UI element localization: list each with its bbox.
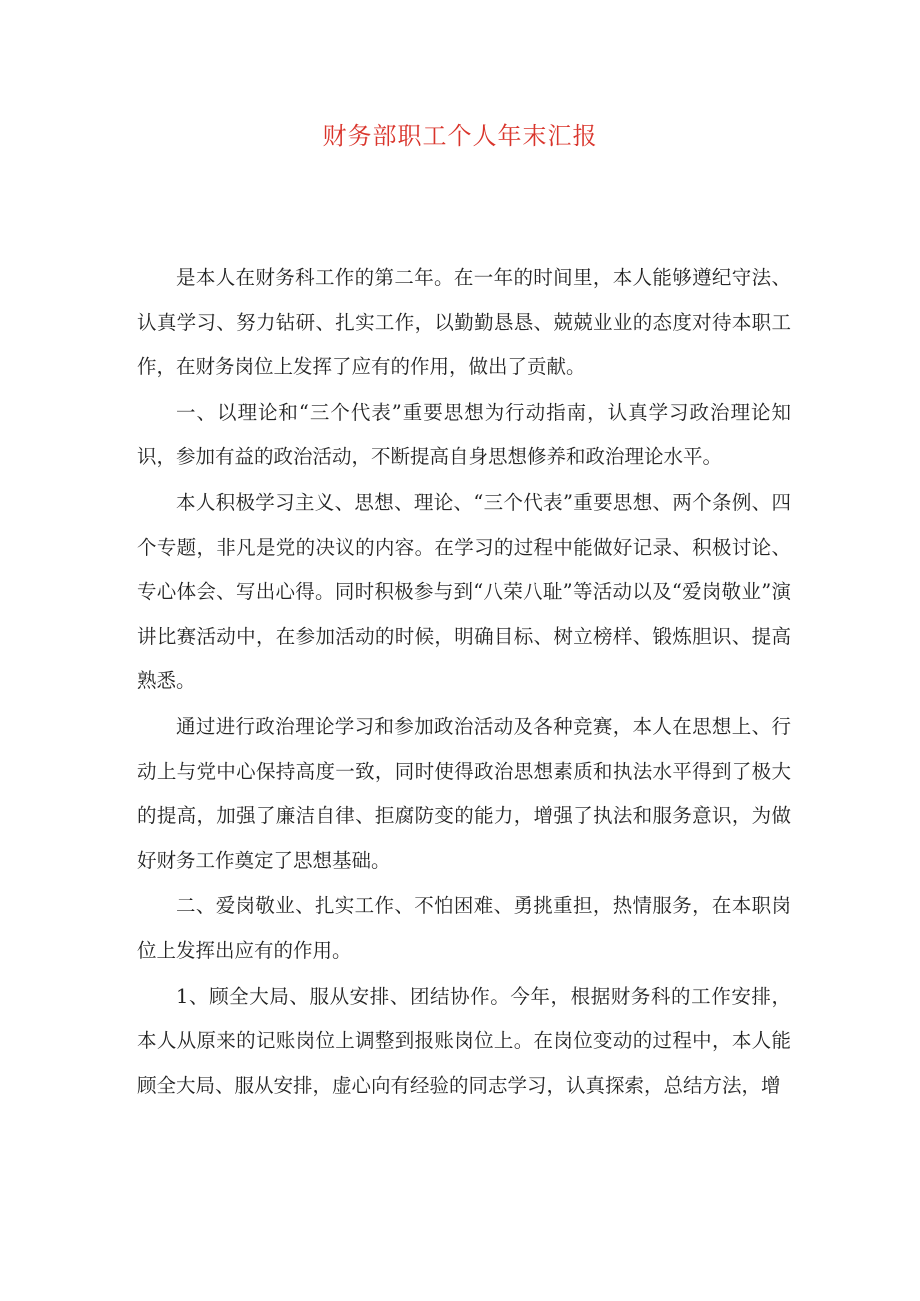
paragraph-section-one-heading: 一、以理论和“三个代表”重要思想为行动指南，认真学习政治理论知识，参加有益的政治活动，不断提高自身思想修养和政治理论水平。	[137, 400, 791, 469]
paragraph-study: 本人积极学习主义、思想、理论、“三个代表”重要思想、两个条例、四个专题，非凡是党的决议的内容。在学习的过程中能做好记录、积极讨论、专心体会、写出心得。同时积极参与到“八荣八耻”等活动以及“爱岗敬业”演讲比赛活动中，在参加活动的时候，明确目标、树立榜样、锻炼胆识、提高熟悉。	[137, 490, 791, 693]
paragraph-item-one: 1、顾全大局、服从安排、团结协作。今年，根据财务科的工作安排，本人从原来的记账岗位上调整到报账岗位上。在岗位变动的过程中，本人能顾全大局、服从安排，虚心向有经验的同志学习，认真探索，总结方法，增	[137, 984, 791, 1097]
paragraph-intro: 是本人在财务科工作的第二年。在一年的时间里，本人能够遵纪守法、认真学习、努力钻研、扎实工作，以勤勤恳恳、兢兢业业的态度对待本职工作，在财务岗位上发挥了应有的作用，做出了贡献。	[137, 266, 791, 379]
document-title: 财务部职工个人年末汇报	[322, 122, 598, 150]
document-body	[137, 256, 791, 1109]
paragraph-results: 通过进行政治理论学习和参加政治活动及各种竞赛，本人在思想上、行动上与党中心保持高度一致，同时使得政治思想素质和执法水平得到了极大的提高，加强了廉洁自律、拒腐防变的能力，增强了执法和服务意识，为做好财务工作奠定了思想基础。	[137, 714, 791, 872]
paragraph-section-two-heading: 二、爱岗敬业、扎实工作、不怕困难、勇挑重担，热情服务，在本职岗位上发挥出应有的作用。	[137, 894, 791, 962]
